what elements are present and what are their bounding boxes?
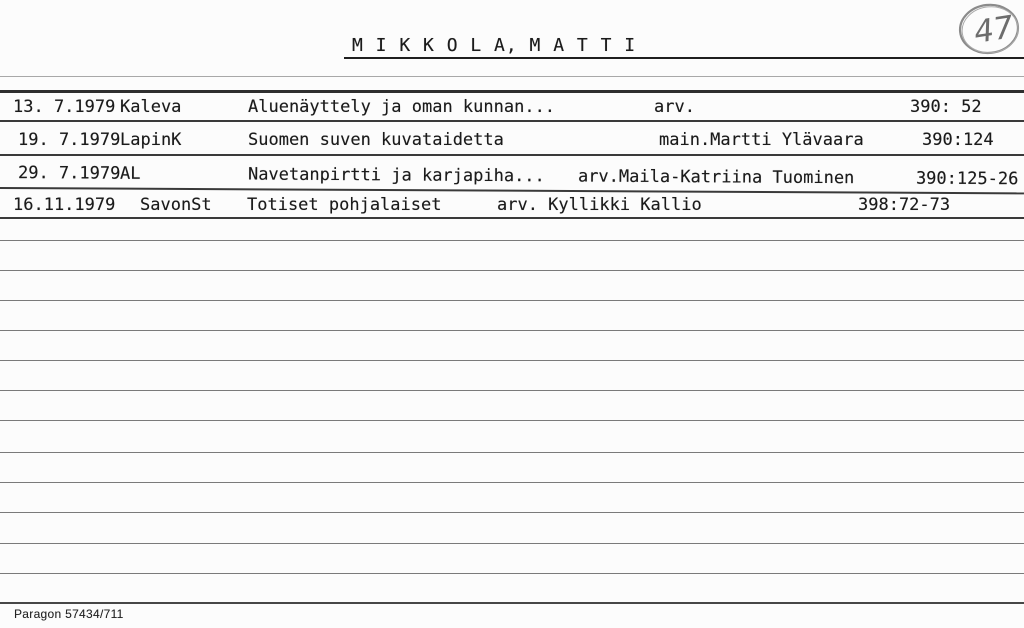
header-rule-bottom (0, 90, 1024, 93)
row-source: AL (119, 163, 141, 184)
ruled-line (0, 543, 1024, 544)
ruled-line (0, 240, 1024, 241)
row-underline (0, 217, 1024, 219)
ruled-line (0, 330, 1024, 331)
catalog-row (0, 163, 1024, 189)
title-underline (344, 57, 1024, 59)
row-annotation: arv. Kyllikki Kallio (497, 195, 702, 215)
row-title: Suomen suven kuvataidetta (248, 130, 504, 150)
row-date: 29. 7.1979 (17, 163, 121, 184)
row-source: Kaleva (120, 97, 182, 117)
row-underline (0, 120, 1024, 122)
row-source: SavonSt (140, 195, 212, 215)
catalog-row (0, 130, 1024, 150)
row-title: Totiset pohjalaiset (247, 195, 442, 215)
ruled-line (0, 573, 1024, 574)
card-title: M I K K O L A, M A T T I (352, 35, 637, 56)
row-date: 16.11.1979 (13, 195, 116, 215)
page-number-circle (950, 0, 1024, 62)
row-reference: 398:72-73 (858, 195, 951, 215)
ruled-line (0, 270, 1024, 271)
catalog-row (0, 195, 1024, 215)
row-reference: 390:125-26 (915, 168, 1019, 190)
bottom-rule (0, 602, 1024, 604)
catalog-row (0, 97, 1024, 117)
ruled-line (0, 452, 1024, 453)
ruled-line (0, 482, 1024, 483)
row-title: Aluenäyttely ja oman kunnan... (248, 97, 556, 117)
header-rule-top (0, 76, 1024, 77)
ruled-line (0, 300, 1024, 301)
row-annotation: main.Martti Ylävaara (659, 130, 864, 150)
page-number: 47 (971, 9, 1017, 51)
row-reference: 390: 52 (910, 97, 982, 117)
row-annotation: arv.Maila-Katriina Tuominen (577, 166, 855, 189)
ruled-line (0, 420, 1024, 421)
footer-print-code: Paragon 57434/711 (14, 607, 124, 621)
row-date: 13. 7.1979 (13, 97, 116, 117)
ruled-line (0, 390, 1024, 391)
row-date: 19. 7.1979 (18, 130, 121, 150)
row-underline (0, 154, 1024, 156)
row-source: LapinK (120, 130, 182, 150)
row-annotation: arv. (654, 97, 695, 117)
ruled-line (0, 512, 1024, 513)
row-reference: 390:124 (922, 130, 994, 150)
row-title: Navetanpirtti ja karjapiha... (247, 164, 545, 187)
ruled-line (0, 360, 1024, 361)
